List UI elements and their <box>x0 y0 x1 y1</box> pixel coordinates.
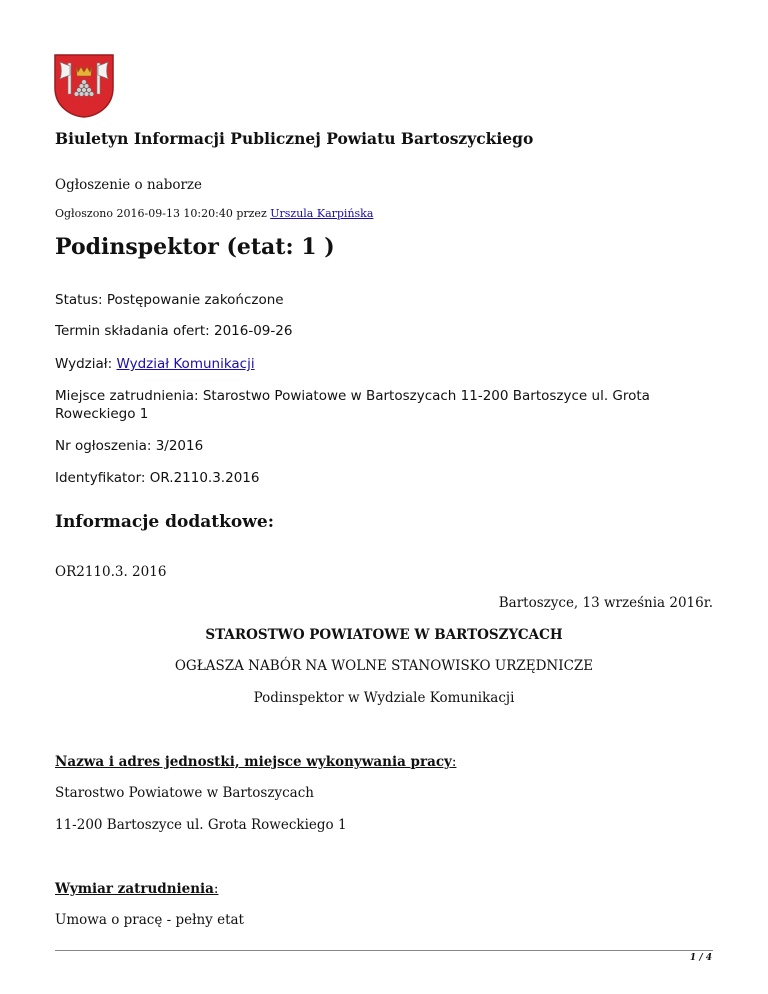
address-line-2: 11-200 Bartoszyce ul. Grota Roweckiego 1 <box>55 817 347 833</box>
organization-name: STAROSTWO POWIATOWE W BARTOSZYCACH <box>205 627 563 643</box>
author-link[interactable]: Urszula Karpińska <box>270 207 374 220</box>
site-title: Biuletyn Informacji Publicznej Powiatu Bartoszyckiego <box>55 129 534 148</box>
section-label: Ogłoszenie o naborze <box>55 177 203 193</box>
position-title: Podinspektor w Wydziale Komunikacji <box>253 690 515 706</box>
announcement-statement: OGŁASZA NABÓR NA WOLNE STANOWISKO URZĘDNICZE <box>174 658 594 674</box>
employment-heading: Wymiar zatrudnienia: <box>55 881 219 897</box>
job-title: Podinspektor (etat: 1 ) <box>55 234 335 260</box>
reference-number: OR2110.3. 2016 <box>55 564 167 580</box>
department-link[interactable]: Wydział Komunikacji <box>116 356 255 372</box>
posted-info <box>55 207 373 220</box>
footer-divider <box>55 950 713 951</box>
page-number: 1 / 4 <box>689 953 712 963</box>
deadline-field: Termin składania ofert: 2016-09-26 <box>55 323 293 339</box>
coat-of-arms-icon <box>54 54 114 118</box>
address-line-1: Starostwo Powiatowe w Bartoszycach <box>55 785 314 801</box>
additional-info-heading: Informacje dodatkowe: <box>55 512 274 532</box>
identifier-field: Identyfikator: OR.2110.3.2016 <box>55 470 260 486</box>
employment-value: Umowa o pracę - pełny etat <box>55 912 244 928</box>
address-heading: Nazwa i adres jednostki, miejsce wykonywania pracy: <box>55 754 457 770</box>
department-label: Wydział: <box>55 356 113 372</box>
status-field: Status: Postępowanie zakończone <box>55 292 284 308</box>
posted-prefix: Ogłoszono 2016-09-13 10:20:40 przez <box>55 207 267 220</box>
number-field: Nr ogłoszenia: 3/2016 <box>55 438 204 454</box>
place-date: Bartoszyce, 13 września 2016r. <box>498 595 713 611</box>
workplace-field: Miejsce zatrudnienia: Starostwo Powiatowe w Bartoszycach 11-200 Bartoszyce ul. Grota Roweckiego 1 <box>55 388 650 422</box>
department-field <box>55 355 720 373</box>
